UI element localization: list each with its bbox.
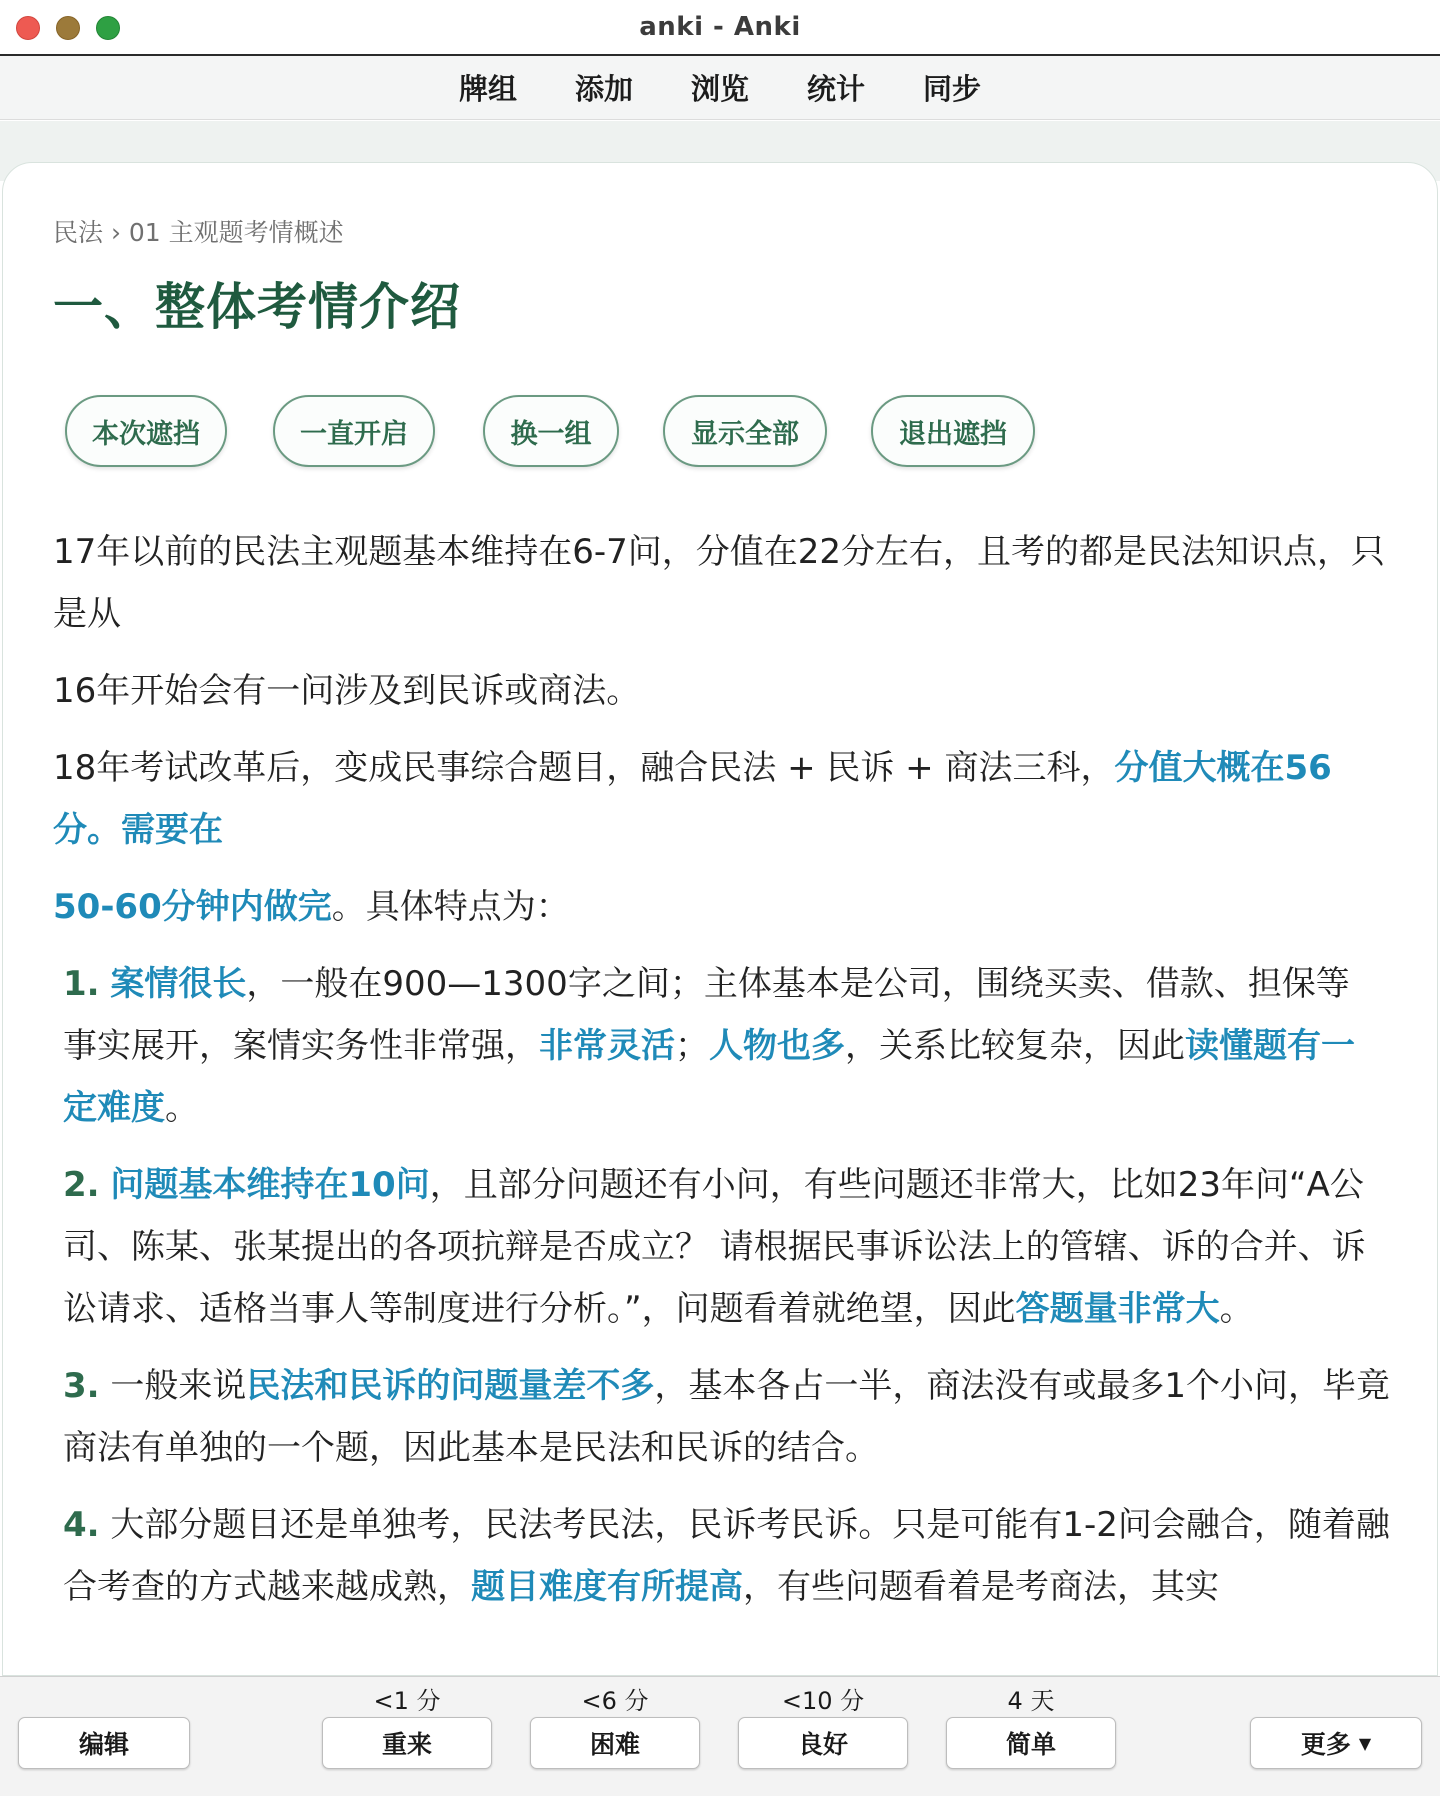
text: 18年考试改革后，变成民事综合题目，融合民法 + 民诉 + 商法三科，: [53, 748, 1115, 788]
list-number: 4.: [63, 1505, 100, 1545]
answer-bar: [0, 1676, 1440, 1796]
highlight-text: 题目难度有所提高: [471, 1567, 743, 1607]
list-number: 2.: [63, 1165, 100, 1205]
always-on-button[interactable]: 一直开启: [273, 395, 435, 467]
review-card: [2, 162, 1438, 1676]
easy-button[interactable]: 简单: [946, 1717, 1116, 1769]
text: 。: [1219, 1289, 1254, 1329]
window-controls: [16, 16, 120, 40]
exit-mask-button[interactable]: 退出遮挡: [871, 395, 1035, 467]
again-button[interactable]: 重来: [322, 1717, 492, 1769]
toolbar-browse-link[interactable]: 浏览: [690, 72, 749, 106]
minimize-window-button[interactable]: [56, 16, 80, 40]
text: 大部分题目还是单独考，民法考民法，民诉考民诉。只是可能有1-2问会融合，随着融合考查的方式越来越成熟，: [63, 1505, 1390, 1607]
hard-button[interactable]: 困难: [530, 1717, 700, 1769]
more-button[interactable]: [1250, 1717, 1422, 1769]
highlight-text: 民法和民诉的问题量差不多: [246, 1366, 655, 1406]
paragraph: [53, 660, 1393, 722]
easy-interval: 4 天: [1007, 1687, 1055, 1715]
edit-button[interactable]: 编辑: [18, 1717, 190, 1769]
list-item: [63, 953, 1393, 1139]
breadcrumb: 民法 › 01 主观题考情概述: [53, 218, 344, 247]
highlight-text: 人物也多: [709, 1026, 845, 1066]
toolbar-decks-link[interactable]: 牌组: [458, 72, 517, 106]
zoom-window-button[interactable]: [96, 16, 120, 40]
highlight-text: 读懂题有一定难度: [63, 1026, 1355, 1128]
highlight-text: 非常灵活: [539, 1026, 675, 1066]
text: 一般来说: [110, 1366, 247, 1406]
paragraph: [53, 737, 1393, 861]
card-heading: 一、整体考情介绍: [53, 278, 461, 336]
feature-list: [53, 953, 1393, 1618]
show-all-button[interactable]: 显示全部: [663, 395, 827, 467]
text: 16年开始会有一问涉及到民诉或商法。: [53, 671, 641, 711]
mask-this-time-button[interactable]: 本次遮挡: [65, 395, 227, 467]
list-number: 3.: [63, 1366, 100, 1406]
good-button[interactable]: 良好: [738, 1717, 908, 1769]
paragraph: [53, 521, 1393, 645]
window-title: anki - Anki: [639, 12, 801, 42]
toolbar-sync-link[interactable]: 同步: [923, 72, 982, 106]
toolbar-add-link[interactable]: 添加: [574, 72, 633, 106]
text: ，一般在900—1300字之间；主体基本是公司，围绕买卖、借款、担保等事实展开，案情实务性非常强，: [63, 964, 1350, 1066]
card-body: [53, 521, 1393, 1633]
switch-group-button[interactable]: 换一组: [483, 395, 619, 467]
highlight-text: 问题基本维持在10问: [110, 1165, 430, 1205]
highlight-text: 分值大概在56分。需要在: [53, 748, 1332, 850]
good-interval: <10 分: [781, 1687, 865, 1715]
text: ，有些问题看着是考商法，其实: [743, 1567, 1219, 1607]
paragraph: [53, 876, 1393, 938]
hard-interval: <6 分: [581, 1687, 649, 1715]
list-item: [63, 1494, 1393, 1618]
list-item: [63, 1154, 1393, 1340]
more-button-label: 更多: [1300, 1730, 1351, 1759]
chevron-down-icon: ▼: [1358, 1733, 1372, 1753]
text: ，且部分问题还有小问，有些问题还非常大，比如23年问“A公司、陈某、张某提出的各项抗辩是否成立？ 请根据民事诉讼法上的管辖、诉的合并、诉讼请求、适格当事人等制度进行分析。”，问题看着就绝望，因此: [63, 1165, 1366, 1329]
list-item: [63, 1355, 1393, 1479]
text: ，基本各占一半，商法没有或最多1个小问，毕竟商法有单独的一个题，因此基本是民法和民诉的结合。: [63, 1366, 1391, 1468]
text: 。: [165, 1088, 199, 1128]
text: 。具体特点为：: [331, 887, 570, 927]
text: ，关系比较复杂，因此: [845, 1026, 1185, 1066]
highlight-text: 答题量非常大: [1015, 1289, 1220, 1329]
text: 17年以前的民法主观题基本维持在6-7问，分值在22分左右，且考的都是民法知识点，只是从: [53, 532, 1386, 634]
text: ；: [675, 1026, 709, 1066]
main-toolbar: [0, 56, 1440, 120]
list-number: 1.: [63, 964, 100, 1004]
close-window-button[interactable]: [16, 16, 40, 40]
toolbar-stats-link[interactable]: 统计: [807, 72, 866, 106]
again-interval: <1 分: [373, 1687, 441, 1715]
highlight-text: 50-60分钟内做完: [53, 887, 332, 927]
highlight-text: 案情很长: [110, 964, 247, 1004]
title-bar: [0, 0, 1440, 56]
